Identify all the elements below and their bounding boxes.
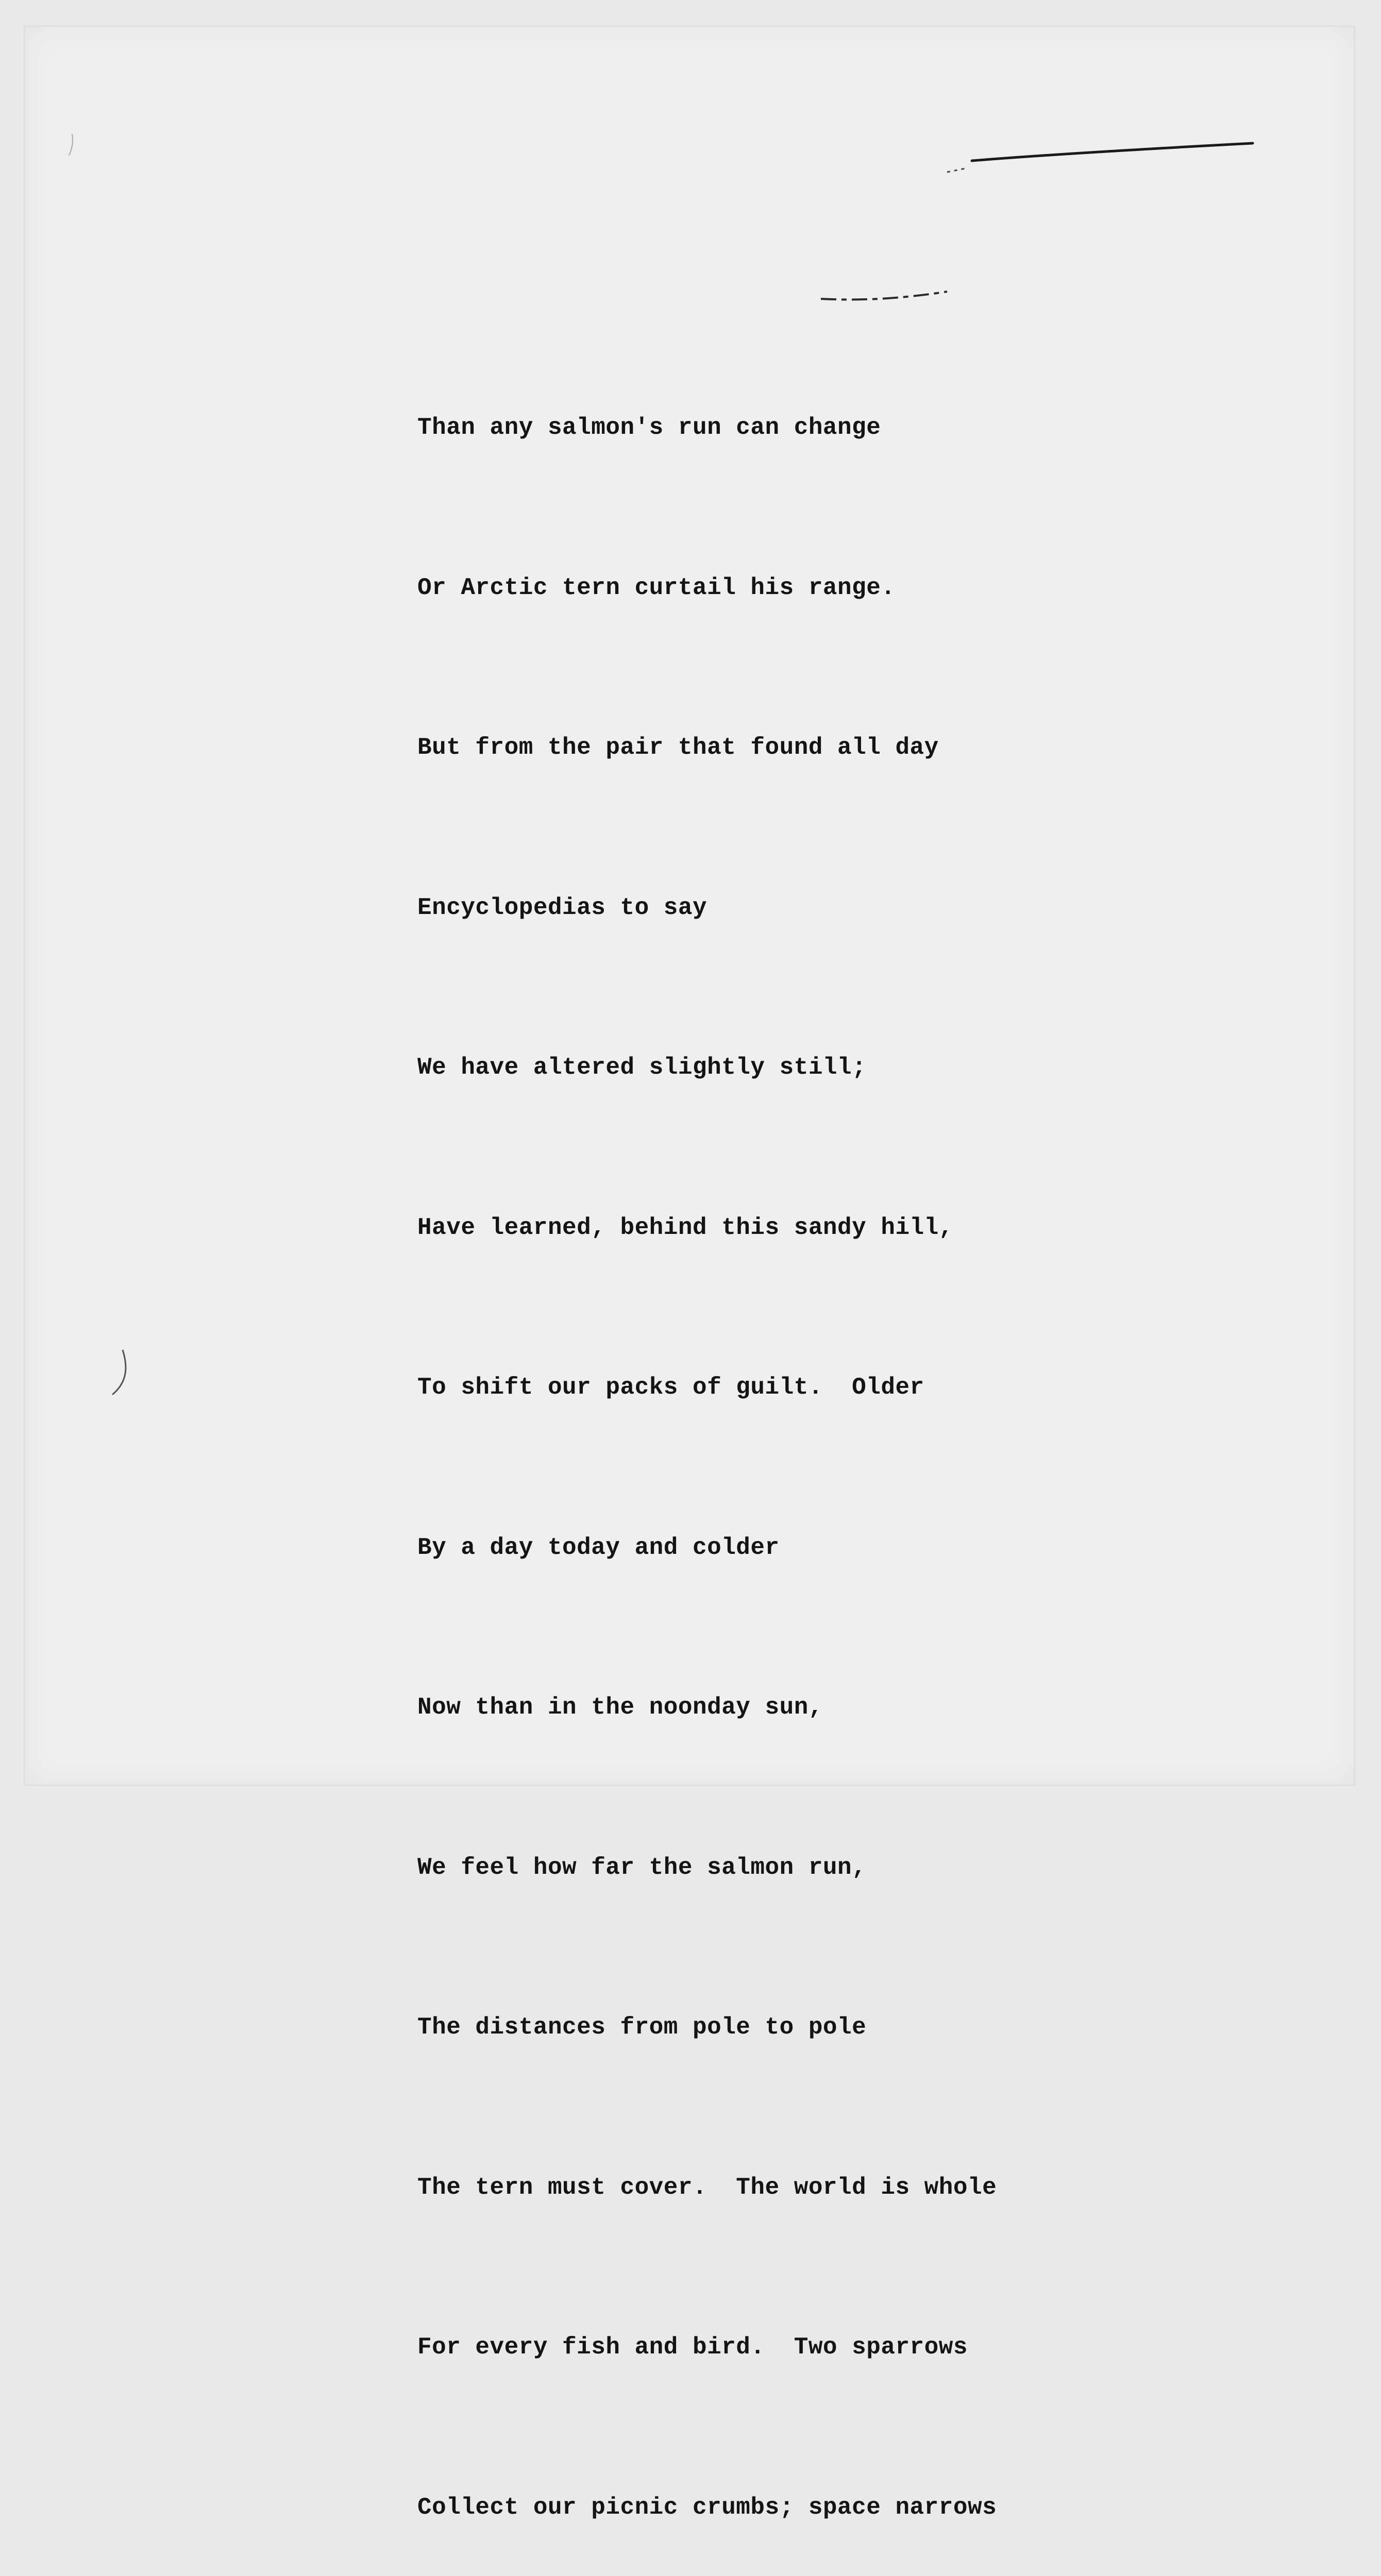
top-right-pen-stroke [972,143,1253,161]
poem-line: Now than in the noonday sun, [417,1694,823,1721]
poem-line: Encyclopedias to say [417,894,708,921]
poem-line: We have altered slightly still; [417,1054,867,1081]
poem-line: To shift our packs of guilt. Older [417,1374,924,1401]
poem-text [417,295,997,2576]
poem-line: We feel how far the salmon run, [417,1854,867,1881]
typewritten-page [25,27,1354,2521]
poem-line: Than any salmon's run can change [417,414,881,441]
poem-line: For every fish and bird. Two sparrows [417,2334,968,2361]
poem-line: By a day today and colder [417,1534,780,1561]
poem-line: But from the pair that found all day [417,734,939,761]
poem-line: Or Arctic tern curtail his range. [417,574,896,601]
poem-line: The tern must cover. The world is whole [417,2174,997,2201]
top-right-pen-dash [947,168,968,172]
poem-line: Have learned, behind this sandy hill, [417,1214,953,1241]
poem-line: Collect our picnic crumbs; space narrows [417,2494,997,2521]
left-margin-tick [69,134,73,156]
poem-line: The distances from pole to pole [417,2014,867,2041]
left-margin-hook [112,1350,126,1395]
